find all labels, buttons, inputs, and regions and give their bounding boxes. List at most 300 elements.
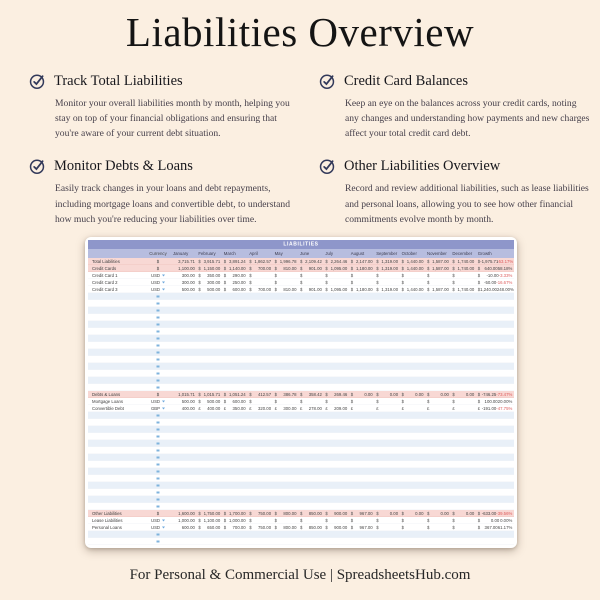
currency-symbol: $ — [426, 279, 430, 285]
currency-code: USD — [150, 524, 161, 530]
currency-symbol: $ — [325, 286, 328, 292]
month-value: 1,319.00 — [381, 258, 399, 264]
cell-february — [196, 405, 221, 412]
currency-dropdown-cell[interactable] — [145, 419, 171, 426]
empty-row-label-cell — [88, 447, 145, 454]
currency-cell — [145, 265, 171, 272]
chevron-down-icon — [157, 330, 160, 332]
chevron-down-icon — [157, 449, 160, 451]
cell-growth — [476, 517, 514, 524]
cell-september — [374, 405, 399, 412]
currency-dropdown-cell[interactable] — [145, 468, 171, 475]
currency-symbol: $ — [198, 510, 201, 516]
cell-april — [247, 517, 272, 524]
currency-symbol: $ — [223, 391, 227, 397]
currency-symbol: $ — [426, 272, 430, 278]
cell-february — [196, 279, 221, 286]
currency-symbol: £ — [376, 405, 379, 411]
month-value: 1,140.00 — [228, 265, 246, 271]
currency-dropdown-cell[interactable] — [145, 447, 171, 454]
empty-row-label-cell — [88, 377, 145, 384]
cell-march — [222, 272, 247, 279]
currency-symbol: $ — [477, 286, 481, 292]
month-value: 300.00 — [207, 279, 221, 285]
cell-december — [450, 398, 475, 405]
currency-dropdown-cell[interactable] — [145, 363, 171, 370]
month-value: 1,180.00 — [355, 265, 373, 271]
feature-heading — [28, 157, 300, 175]
currency-dropdown-cell[interactable] — [145, 307, 171, 314]
currency-symbol: $ — [426, 286, 430, 292]
feature-list — [28, 72, 588, 227]
currency-cell[interactable] — [145, 517, 171, 524]
cell-october — [400, 524, 425, 531]
month-value: 1,180.00 — [355, 286, 373, 292]
month-value: 750.00 — [257, 510, 272, 516]
currency-cell[interactable] — [145, 405, 171, 412]
chevron-down-icon — [162, 274, 165, 276]
month-value: 350.00 — [232, 405, 246, 411]
currency-symbol: $ — [426, 510, 430, 516]
currency-symbol: $ — [299, 272, 303, 278]
chevron-down-icon — [157, 505, 160, 507]
currency-dropdown-cell[interactable] — [145, 461, 171, 468]
currency-symbol: $ — [452, 391, 455, 397]
currency-dropdown-cell[interactable] — [145, 503, 171, 510]
month-value: 1,051.24 — [228, 391, 246, 397]
currency-symbol: $ — [299, 510, 303, 516]
column-header-december: December — [452, 251, 473, 256]
currency-dropdown-cell[interactable] — [145, 328, 171, 335]
cell-december — [450, 524, 475, 531]
currency-symbol: $ — [452, 398, 455, 404]
cell-february — [196, 272, 221, 279]
growth-value: 1,240.00 — [480, 286, 497, 292]
column-header-august: August — [350, 251, 365, 256]
cell-april — [247, 510, 272, 517]
currency-symbol: $ — [401, 265, 404, 271]
currency-symbol: $ — [477, 524, 481, 530]
currency-dropdown-cell[interactable] — [145, 489, 171, 496]
currency-symbol: $ — [223, 517, 227, 523]
month-value: 967.00 — [359, 524, 373, 530]
chevron-down-icon — [157, 323, 160, 325]
currency-symbol: $ — [401, 524, 404, 530]
cell-june — [298, 391, 323, 398]
cell-november — [425, 391, 450, 398]
currency-symbol: $ — [198, 398, 201, 404]
month-value: 400.00 — [181, 405, 195, 411]
currency-symbol: $ — [426, 398, 430, 404]
month-value: 650.00 — [207, 524, 221, 530]
empty-row — [88, 307, 514, 314]
month-value: 3,715.71 — [178, 258, 195, 264]
cell-november — [425, 405, 450, 412]
month-value: 3,915.71 — [203, 258, 221, 264]
currency-symbol: £ — [274, 405, 277, 411]
currency-symbol: $ — [325, 258, 328, 264]
empty-row-label-cell — [88, 496, 145, 503]
currency-dropdown-cell[interactable] — [145, 482, 171, 489]
feature-description: Keep an eye on the balances across your credit cards, noting any changes and understanding how payments and new charges affect your total credit card debt. — [345, 98, 590, 140]
cell-july — [323, 265, 348, 272]
growth-value: 100.00 — [484, 398, 498, 404]
cell-september — [374, 272, 399, 279]
cell-october — [400, 265, 425, 272]
month-value: 1,700.00 — [228, 510, 246, 516]
currency-dropdown-cell[interactable] — [145, 349, 171, 356]
currency-dropdown-cell[interactable] — [145, 293, 171, 300]
month-value: 1,587.00 — [432, 265, 449, 271]
currency-symbol: $ — [401, 398, 404, 404]
currency-cell[interactable] — [145, 272, 171, 279]
feature-title: Other Liabilities Overview — [344, 157, 501, 174]
feature-other-liabilities-overview — [318, 157, 590, 226]
cell-january — [171, 517, 196, 524]
cell-september — [374, 391, 399, 398]
month-value: 1,015.71 — [178, 391, 195, 397]
month-value: 1,740.00 — [457, 286, 475, 292]
empty-row-label-cell — [88, 412, 145, 419]
empty-row — [88, 342, 514, 349]
cell-october — [400, 279, 425, 286]
currency-symbol: $ — [249, 265, 252, 271]
currency-symbol: $ — [299, 524, 303, 530]
empty-row-label-cell — [88, 489, 145, 496]
currency-symbol: $ — [325, 517, 328, 523]
cell-july — [323, 272, 348, 279]
month-value: 0.00 — [440, 510, 449, 516]
month-value: 810.00 — [283, 265, 297, 271]
currency-dropdown-cell[interactable] — [145, 377, 171, 384]
currency-symbol: $ — [249, 398, 252, 404]
currency-dropdown-cell[interactable] — [145, 370, 171, 377]
cell-may — [273, 398, 298, 405]
currency-symbol: $ — [376, 258, 379, 264]
month-value: 700.00 — [232, 524, 246, 530]
currency-symbol: $ — [274, 398, 277, 404]
month-value: 900.00 — [334, 510, 348, 516]
month-value: 0.00 — [389, 510, 399, 516]
empty-row-label-cell — [88, 440, 145, 447]
currency-symbol: $ — [274, 391, 277, 397]
chevron-down-icon — [157, 435, 160, 437]
month-value: 412.57 — [257, 391, 272, 397]
currency-symbol: $ — [274, 517, 277, 523]
spreadsheet-screenshot — [85, 237, 517, 548]
cell-june — [298, 405, 323, 412]
month-value: 269.46 — [334, 391, 348, 397]
month-value: 0.00 — [440, 391, 449, 397]
month-value: 850.00 — [308, 510, 322, 516]
feature-heading — [28, 72, 300, 90]
currency-code: GBP — [150, 405, 161, 411]
empty-row-label-cell — [88, 335, 145, 342]
currency-symbol: $ — [249, 272, 252, 278]
currency-symbol: $ — [274, 265, 277, 271]
cell-june — [298, 258, 323, 265]
month-value: 1,862.57 — [254, 258, 272, 264]
cell-august — [349, 405, 374, 412]
chevron-down-icon — [157, 372, 160, 374]
growth-value: -10.00 — [486, 272, 499, 278]
cell-may — [273, 279, 298, 286]
column-header-october: October — [401, 251, 417, 256]
currency-dropdown-cell[interactable] — [145, 454, 171, 461]
cell-june — [298, 286, 323, 293]
chevron-down-icon — [157, 337, 160, 339]
cell-april — [247, 265, 272, 272]
empty-row — [88, 531, 514, 538]
month-value: 1,587.00 — [432, 258, 449, 264]
currency-dropdown-cell[interactable] — [145, 496, 171, 503]
currency-symbol: $ — [452, 258, 455, 264]
currency-dropdown-cell[interactable] — [145, 321, 171, 328]
month-value: 1,440.00 — [406, 265, 424, 271]
currency-symbol: $ — [401, 279, 404, 285]
month-value: 300.00 — [283, 405, 297, 411]
cell-may — [273, 405, 298, 412]
month-value: 0.00 — [415, 391, 424, 397]
cell-april — [247, 272, 272, 279]
empty-row — [88, 496, 514, 503]
currency-symbol: $ — [452, 279, 455, 285]
empty-row — [88, 377, 514, 384]
month-value: 1,996.78 — [279, 258, 297, 264]
feature-heading — [318, 72, 590, 90]
currency-dropdown-cell[interactable] — [145, 342, 171, 349]
currency-symbol: $ — [274, 286, 277, 292]
currency-symbol: $ — [198, 524, 201, 530]
currency-symbol: $ — [477, 272, 481, 278]
month-value: 1,100.00 — [203, 517, 221, 523]
cell-december — [450, 265, 475, 272]
empty-row-label-cell — [88, 538, 145, 545]
currency-cell[interactable] — [145, 398, 171, 405]
cell-february — [196, 398, 221, 405]
currency-symbol: $ — [223, 258, 227, 264]
currency-cell[interactable] — [145, 524, 171, 531]
empty-row — [88, 412, 514, 419]
currency-symbol: $ — [299, 398, 303, 404]
currency-symbol: $ — [274, 279, 277, 285]
row-label: Convertible Debt — [92, 406, 125, 411]
empty-row-label-cell — [88, 370, 145, 377]
currency-dropdown-cell[interactable] — [145, 300, 171, 307]
cell-august — [349, 258, 374, 265]
cell-september — [374, 398, 399, 405]
row-credit-card-3 — [88, 286, 514, 293]
currency-cell[interactable] — [145, 279, 171, 286]
month-value: 0.00 — [389, 391, 399, 397]
check-circle-icon — [318, 72, 336, 90]
currency-symbol: $ — [401, 391, 404, 397]
month-value: 1,095.00 — [330, 286, 348, 292]
empty-row-label-cell — [88, 293, 145, 300]
cell-march — [222, 279, 247, 286]
currency-dropdown-cell[interactable] — [145, 433, 171, 440]
chevron-down-icon — [157, 351, 160, 353]
empty-row-label-cell — [88, 321, 145, 328]
feature-title: Monitor Debts & Loans — [54, 157, 193, 174]
growth-percent: 58.18% — [497, 265, 513, 271]
cell-april — [247, 524, 272, 531]
month-value: 1,100.00 — [178, 265, 195, 271]
empty-row-label-cell — [88, 468, 145, 475]
currency-symbol: £ — [325, 405, 328, 411]
cell-august — [349, 510, 374, 517]
month-value: 1,150.00 — [203, 265, 221, 271]
currency-symbol: $ — [325, 272, 328, 278]
currency-symbol: $ — [376, 524, 379, 530]
growth-percent: 20.00% — [497, 398, 513, 404]
cell-april — [247, 398, 272, 405]
empty-row-label-cell — [88, 461, 145, 468]
currency-code: $ — [156, 265, 160, 271]
cell-november — [425, 517, 450, 524]
month-value: 500.00 — [207, 398, 221, 404]
chevron-down-icon — [157, 477, 160, 479]
currency-symbol: $ — [452, 286, 455, 292]
currency-symbol: £ — [249, 405, 252, 411]
currency-dropdown-cell[interactable] — [145, 475, 171, 482]
currency-symbol: $ — [426, 265, 430, 271]
month-value: 350.00 — [207, 272, 221, 278]
cell-growth — [476, 265, 514, 272]
currency-dropdown-cell[interactable] — [145, 531, 171, 538]
month-value: 1,440.00 — [406, 258, 424, 264]
empty-row-label-cell — [88, 300, 145, 307]
growth-value: 367.00 — [484, 524, 498, 530]
currency-dropdown-cell[interactable] — [145, 384, 171, 391]
month-value: 1,319.00 — [381, 286, 399, 292]
currency-symbol: $ — [198, 279, 201, 285]
month-value: 0.00 — [364, 391, 373, 397]
month-value: 500.00 — [207, 286, 221, 292]
currency-dropdown-cell[interactable] — [145, 356, 171, 363]
currency-symbol: $ — [350, 398, 354, 404]
empty-row — [88, 454, 514, 461]
currency-symbol: $ — [325, 510, 328, 516]
feature-description: Easily track changes in your loans and debt repayments, including mortgage loans and convertible debt, to understand how much you're reducing your liabilities over time. — [55, 183, 290, 225]
currency-symbol: $ — [325, 398, 328, 404]
currency-symbol: £ — [198, 405, 201, 411]
month-value: 500.00 — [181, 286, 195, 292]
column-header-november: November — [426, 251, 447, 256]
currency-code: USD — [150, 272, 161, 278]
currency-dropdown-cell[interactable] — [145, 335, 171, 342]
column-header-july: July — [325, 251, 334, 256]
currency-dropdown-cell[interactable] — [145, 426, 171, 433]
cell-may — [273, 272, 298, 279]
month-value: 900.00 — [334, 524, 348, 530]
empty-row — [88, 468, 514, 475]
chevron-down-icon — [157, 358, 160, 360]
cell-november — [425, 265, 450, 272]
cell-march — [222, 391, 247, 398]
currency-symbol: $ — [376, 272, 379, 278]
chevron-down-icon — [162, 526, 165, 528]
cell-october — [400, 405, 425, 412]
month-value: 1,000.00 — [228, 517, 246, 523]
currency-symbol: $ — [325, 524, 328, 530]
currency-dropdown-cell[interactable] — [145, 314, 171, 321]
currency-symbol: $ — [452, 524, 455, 530]
empty-row-label-cell — [88, 342, 145, 349]
month-value: 901.00 — [308, 286, 322, 292]
currency-dropdown-cell[interactable] — [145, 538, 171, 545]
currency-symbol: $ — [325, 279, 328, 285]
chevron-down-icon — [157, 302, 160, 304]
cell-april — [247, 258, 272, 265]
currency-dropdown-cell[interactable] — [145, 412, 171, 419]
month-value: 1,740.00 — [457, 265, 475, 271]
currency-symbol: $ — [477, 510, 481, 516]
empty-row — [88, 293, 514, 300]
currency-dropdown-cell[interactable] — [145, 440, 171, 447]
cell-july — [323, 517, 348, 524]
check-circle-icon — [28, 72, 46, 90]
cell-october — [400, 258, 425, 265]
currency-symbol: $ — [452, 517, 455, 523]
cell-december — [450, 510, 475, 517]
growth-value: -50.00 — [484, 279, 497, 285]
cell-october — [400, 391, 425, 398]
column-header-april: April — [249, 251, 258, 256]
check-circle-icon — [318, 157, 336, 175]
month-value: 1,000.00 — [178, 517, 195, 523]
currency-code: USD — [150, 279, 161, 285]
growth-percent: 0.00% — [500, 517, 513, 523]
chevron-down-icon — [162, 519, 165, 521]
empty-row — [88, 447, 514, 454]
month-value: 2,147.00 — [355, 258, 373, 264]
currency-symbol: $ — [223, 286, 227, 292]
cell-september — [374, 510, 399, 517]
currency-symbol: $ — [477, 258, 481, 264]
chevron-down-icon — [157, 421, 160, 423]
cell-december — [450, 405, 475, 412]
currency-symbol: $ — [350, 279, 354, 285]
currency-symbol: $ — [299, 391, 303, 397]
month-value: 0.00 — [465, 510, 475, 516]
currency-symbol: $ — [426, 517, 430, 523]
feature-credit-card-balances — [318, 72, 590, 141]
chevron-down-icon — [157, 470, 160, 472]
chevron-down-icon — [162, 407, 165, 409]
month-value: 600.00 — [232, 286, 246, 292]
cell-july — [323, 510, 348, 517]
currency-symbol: $ — [198, 272, 201, 278]
empty-row — [88, 475, 514, 482]
cell-growth — [476, 510, 514, 517]
month-value: 750.00 — [257, 524, 272, 530]
empty-row — [88, 363, 514, 370]
currency-symbol: $ — [198, 391, 201, 397]
currency-code: $ — [156, 510, 160, 516]
empty-row — [88, 321, 514, 328]
currency-cell[interactable] — [145, 286, 171, 293]
currency-code: USD — [150, 517, 161, 523]
currency-symbol: $ — [477, 398, 481, 404]
currency-symbol: £ — [477, 405, 481, 411]
cell-november — [425, 524, 450, 531]
currency-symbol: $ — [426, 258, 430, 264]
currency-symbol: $ — [477, 279, 481, 285]
empty-row — [88, 328, 514, 335]
month-value: 2,109.42 — [305, 258, 322, 264]
cell-august — [349, 398, 374, 405]
